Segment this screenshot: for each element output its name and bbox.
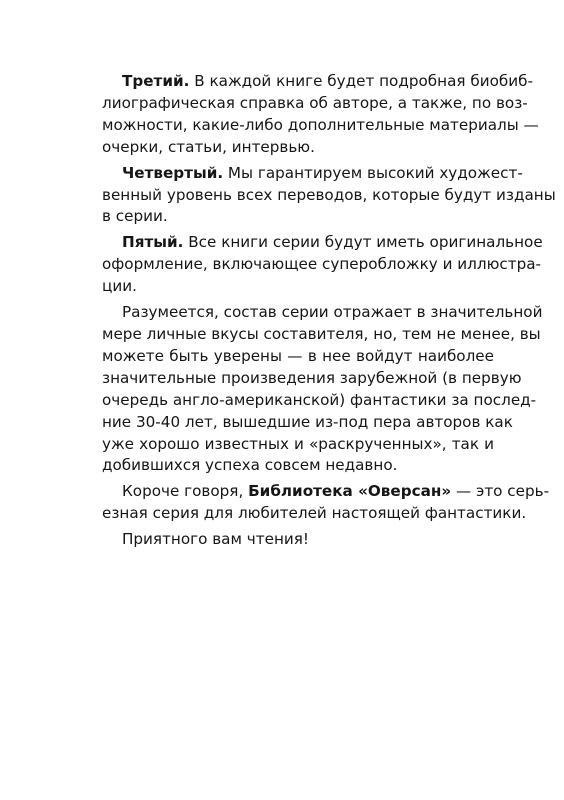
series-name: Библиотека «Оверсан» [248, 482, 452, 501]
text-line: очерки, статьи, интервью. [102, 137, 315, 156]
text-line: можности, какие-либо дополнительные материалы — [102, 115, 539, 134]
text-line: венный уровень всех переводов, которые будут изданы [102, 185, 556, 204]
book-page-text [82, 71, 556, 555]
text-line [82, 163, 523, 185]
text-line: очередь англо-американской) фантастики за послед- [102, 390, 537, 409]
text-line [82, 232, 543, 254]
text-line: ции. [102, 277, 137, 296]
text-line: езная серия для любителей настоящей фантастики. [102, 504, 527, 523]
text-line: значительные произведения зарубежной (в первую [102, 368, 522, 387]
text-line: можете быть уверены — в нее войдут наиболее [102, 346, 494, 365]
paragraph-fourth [82, 163, 556, 229]
text-line [82, 481, 550, 503]
text-fragment: Короче говоря, [122, 482, 249, 501]
paragraph-fifth [82, 232, 543, 298]
paragraph-lead-fourth: Четвертый. [122, 163, 224, 182]
text-line: Приятного вам чтения! [122, 530, 309, 549]
text-line: Разумеется, состав серии отражает в значительной [122, 303, 543, 322]
paragraph-third [82, 71, 539, 159]
text-fragment: В каждой книге будет подробная биобиб- [189, 72, 533, 90]
text-fragment: — это серь- [451, 482, 550, 501]
paragraph-summary [82, 481, 550, 525]
paragraph-lead-fifth: Пятый. [122, 233, 184, 252]
text-line: уже хорошо известных и «раскрученных», так и [102, 434, 494, 453]
text-line: в серии. [102, 207, 168, 226]
text-line: мере личные вкусы составителя, но, тем не менее, вы [102, 324, 541, 343]
text-line: добившихся успеха совсем недавно. [102, 456, 398, 475]
paragraph-closing [82, 529, 494, 551]
text-fragment: Все книги серии будут иметь оригинальное [183, 233, 543, 252]
text-line: лиографическая справка об авторе, а также, по воз- [102, 93, 528, 112]
paragraph-selection [82, 302, 543, 477]
text-line: ние 30-40 лет, вышедшие из-под пера авторов как [102, 412, 513, 431]
paragraph-lead-third: Третий. [122, 72, 190, 90]
text-fragment: Мы гарантируем высокий художест- [223, 163, 523, 182]
text-line: оформление, включающее суперобложку и иллюстра- [102, 255, 541, 274]
text-line [82, 71, 533, 93]
